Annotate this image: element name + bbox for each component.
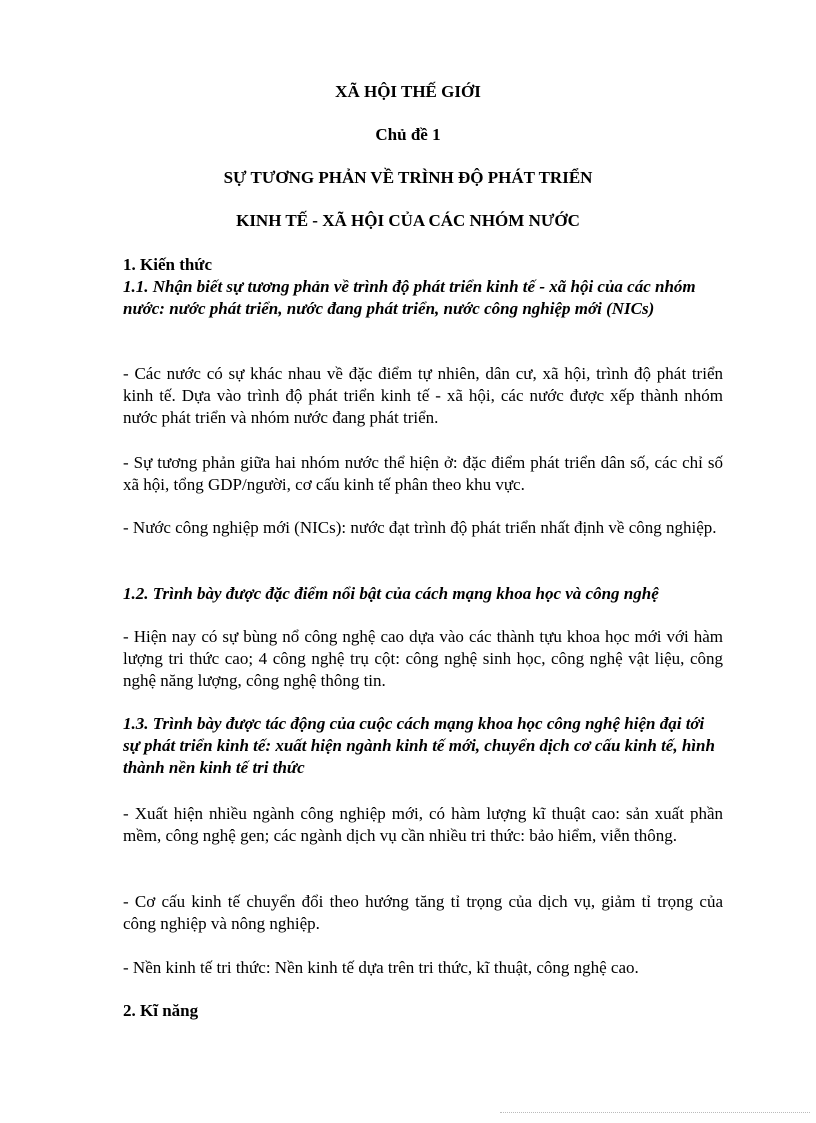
paragraph-7: - Nền kinh tế tri thức: Nền kinh tế dựa trên tri thức, kĩ thuật, công nghệ cao.: [123, 958, 639, 977]
paragraph-1: - Các nước có sự khác nhau về đặc điểm tự nhiên, dân cư, xã hội, trình độ phát triển kinh tế. Dựa vào trình độ phát triển kinh tế - xã hội, các nước được xếp thành nhóm nước phát triển và nhóm nước đang phát triển.: [123, 364, 723, 427]
paragraph-4: - Hiện nay có sự bùng nổ công nghệ cao dựa vào các thành tựu khoa học mới với hàm lượng tri thức cao; 4 công nghệ trụ cột: công nghệ sinh học, công nghệ vật liệu, công nghệ năng lượng, công nghệ thông tin.: [123, 627, 723, 690]
footer-dotted-rule: [500, 1112, 810, 1113]
section-heading-knowledge: 1. Kiến thức: [123, 255, 213, 274]
subheading-1-1: 1.1. Nhận biết sự tương phản về trình độ phát triển kinh tế - xã hội của các nhóm nước: nước phát triển, nước đang phát triển, nước công nghiệp mới (NICs): [123, 277, 696, 318]
subheading-1-3: 1.3. Trình bày được tác động của cuộc cách mạng khoa học công nghệ hiện đại tới sự phát triển kinh tế: xuất hiện ngành kinh tế mới, chuyển dịch cơ cấu kinh tế, hình thành nền kinh tế tri thức: [123, 714, 715, 777]
title-topic: Chủ đề 1: [375, 125, 441, 144]
paragraph-2: - Sự tương phản giữa hai nhóm nước thể hiện ở: đặc điểm phát triển dân số, các chỉ số xã hội, tổng GDP/người, cơ cấu kinh tế phân theo khu vực.: [123, 453, 723, 494]
paragraph-5: - Xuất hiện nhiều ngành công nghiệp mới, có hàm lượng kĩ thuật cao: sản xuất phần mềm, công nghệ gen; các ngành dịch vụ cần nhiều tri thức: bảo hiểm, viễn thông.: [123, 804, 723, 845]
title-main: XÃ HỘI THẾ GIỚI: [335, 82, 481, 101]
title-line-1: SỰ TƯƠNG PHẢN VỀ TRÌNH ĐỘ PHÁT TRIỂN: [223, 168, 593, 187]
subheading-1-2: 1.2. Trình bày được đặc điểm nổi bật của cách mạng khoa học và công nghệ: [123, 584, 659, 603]
title-line-2: KINH TẾ - XÃ HỘI CỦA CÁC NHÓM NƯỚC: [236, 211, 580, 230]
paragraph-3: - Nước công nghiệp mới (NICs): nước đạt trình độ phát triển nhất định về công nghiệp.: [123, 518, 717, 537]
paragraph-6: - Cơ cấu kinh tế chuyển đổi theo hướng tăng tỉ trọng của dịch vụ, giảm tỉ trọng của công nghiệp và nông nghiệp.: [123, 892, 723, 933]
section-heading-skills: 2. Kĩ năng: [123, 1001, 199, 1020]
